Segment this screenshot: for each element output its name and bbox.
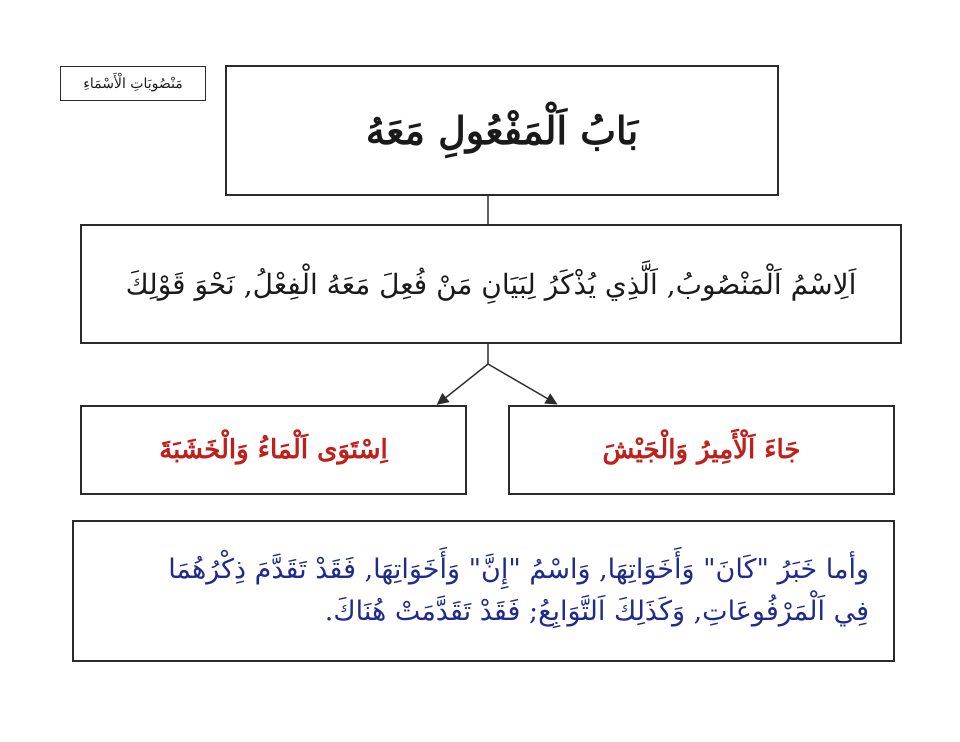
section-tag-text: مَنْصُوبَاتِ الْأَسْمَاءِ [83,75,183,92]
section-tag [60,66,206,101]
definition-text: اَلِاسْمُ اَلْمَنْصُوبُ, اَلَّذِي يُذْكَرُ لِبَيَانِ مَنْ فُعِلَ مَعَهُ الْفِعْلُ, نَحْوَ قَوْلِكَ [125,267,857,301]
page-title: بَابُ اَلْمَفْعُولِ مَعَهُ [365,108,639,153]
example-right-text: جَاءَ اَلْأَمِيرُ وَالْجَيْشَ [602,435,801,465]
connector-arrow-right [488,364,555,403]
note-line-2: فِي اَلْمَرْفُوعَاتِ, وَكَذَلِكَ اَلتَّوَابِعُ; فَقَدْ تَقَدَّمَتْ هُنَاكَ. [324,596,869,627]
note-line-1: وأما خَبَرُ "كَانَ" وَأَخَوَاتِهَا, وَاسْمُ "إِنَّ" وَأَخَوَاتِهَا, فَقَدْ تَقَدَّمَ ذِكْرُهُمَا [168,554,869,586]
title-box [225,65,779,196]
example-box-right [508,405,895,495]
connector-arrow-left [439,364,488,403]
definition-box [80,224,902,344]
example-left-text: اِسْتَوَى اَلْمَاءُ وَالْخَشَبَةَ [159,435,388,465]
example-box-left [80,405,467,495]
note-box [72,520,895,662]
